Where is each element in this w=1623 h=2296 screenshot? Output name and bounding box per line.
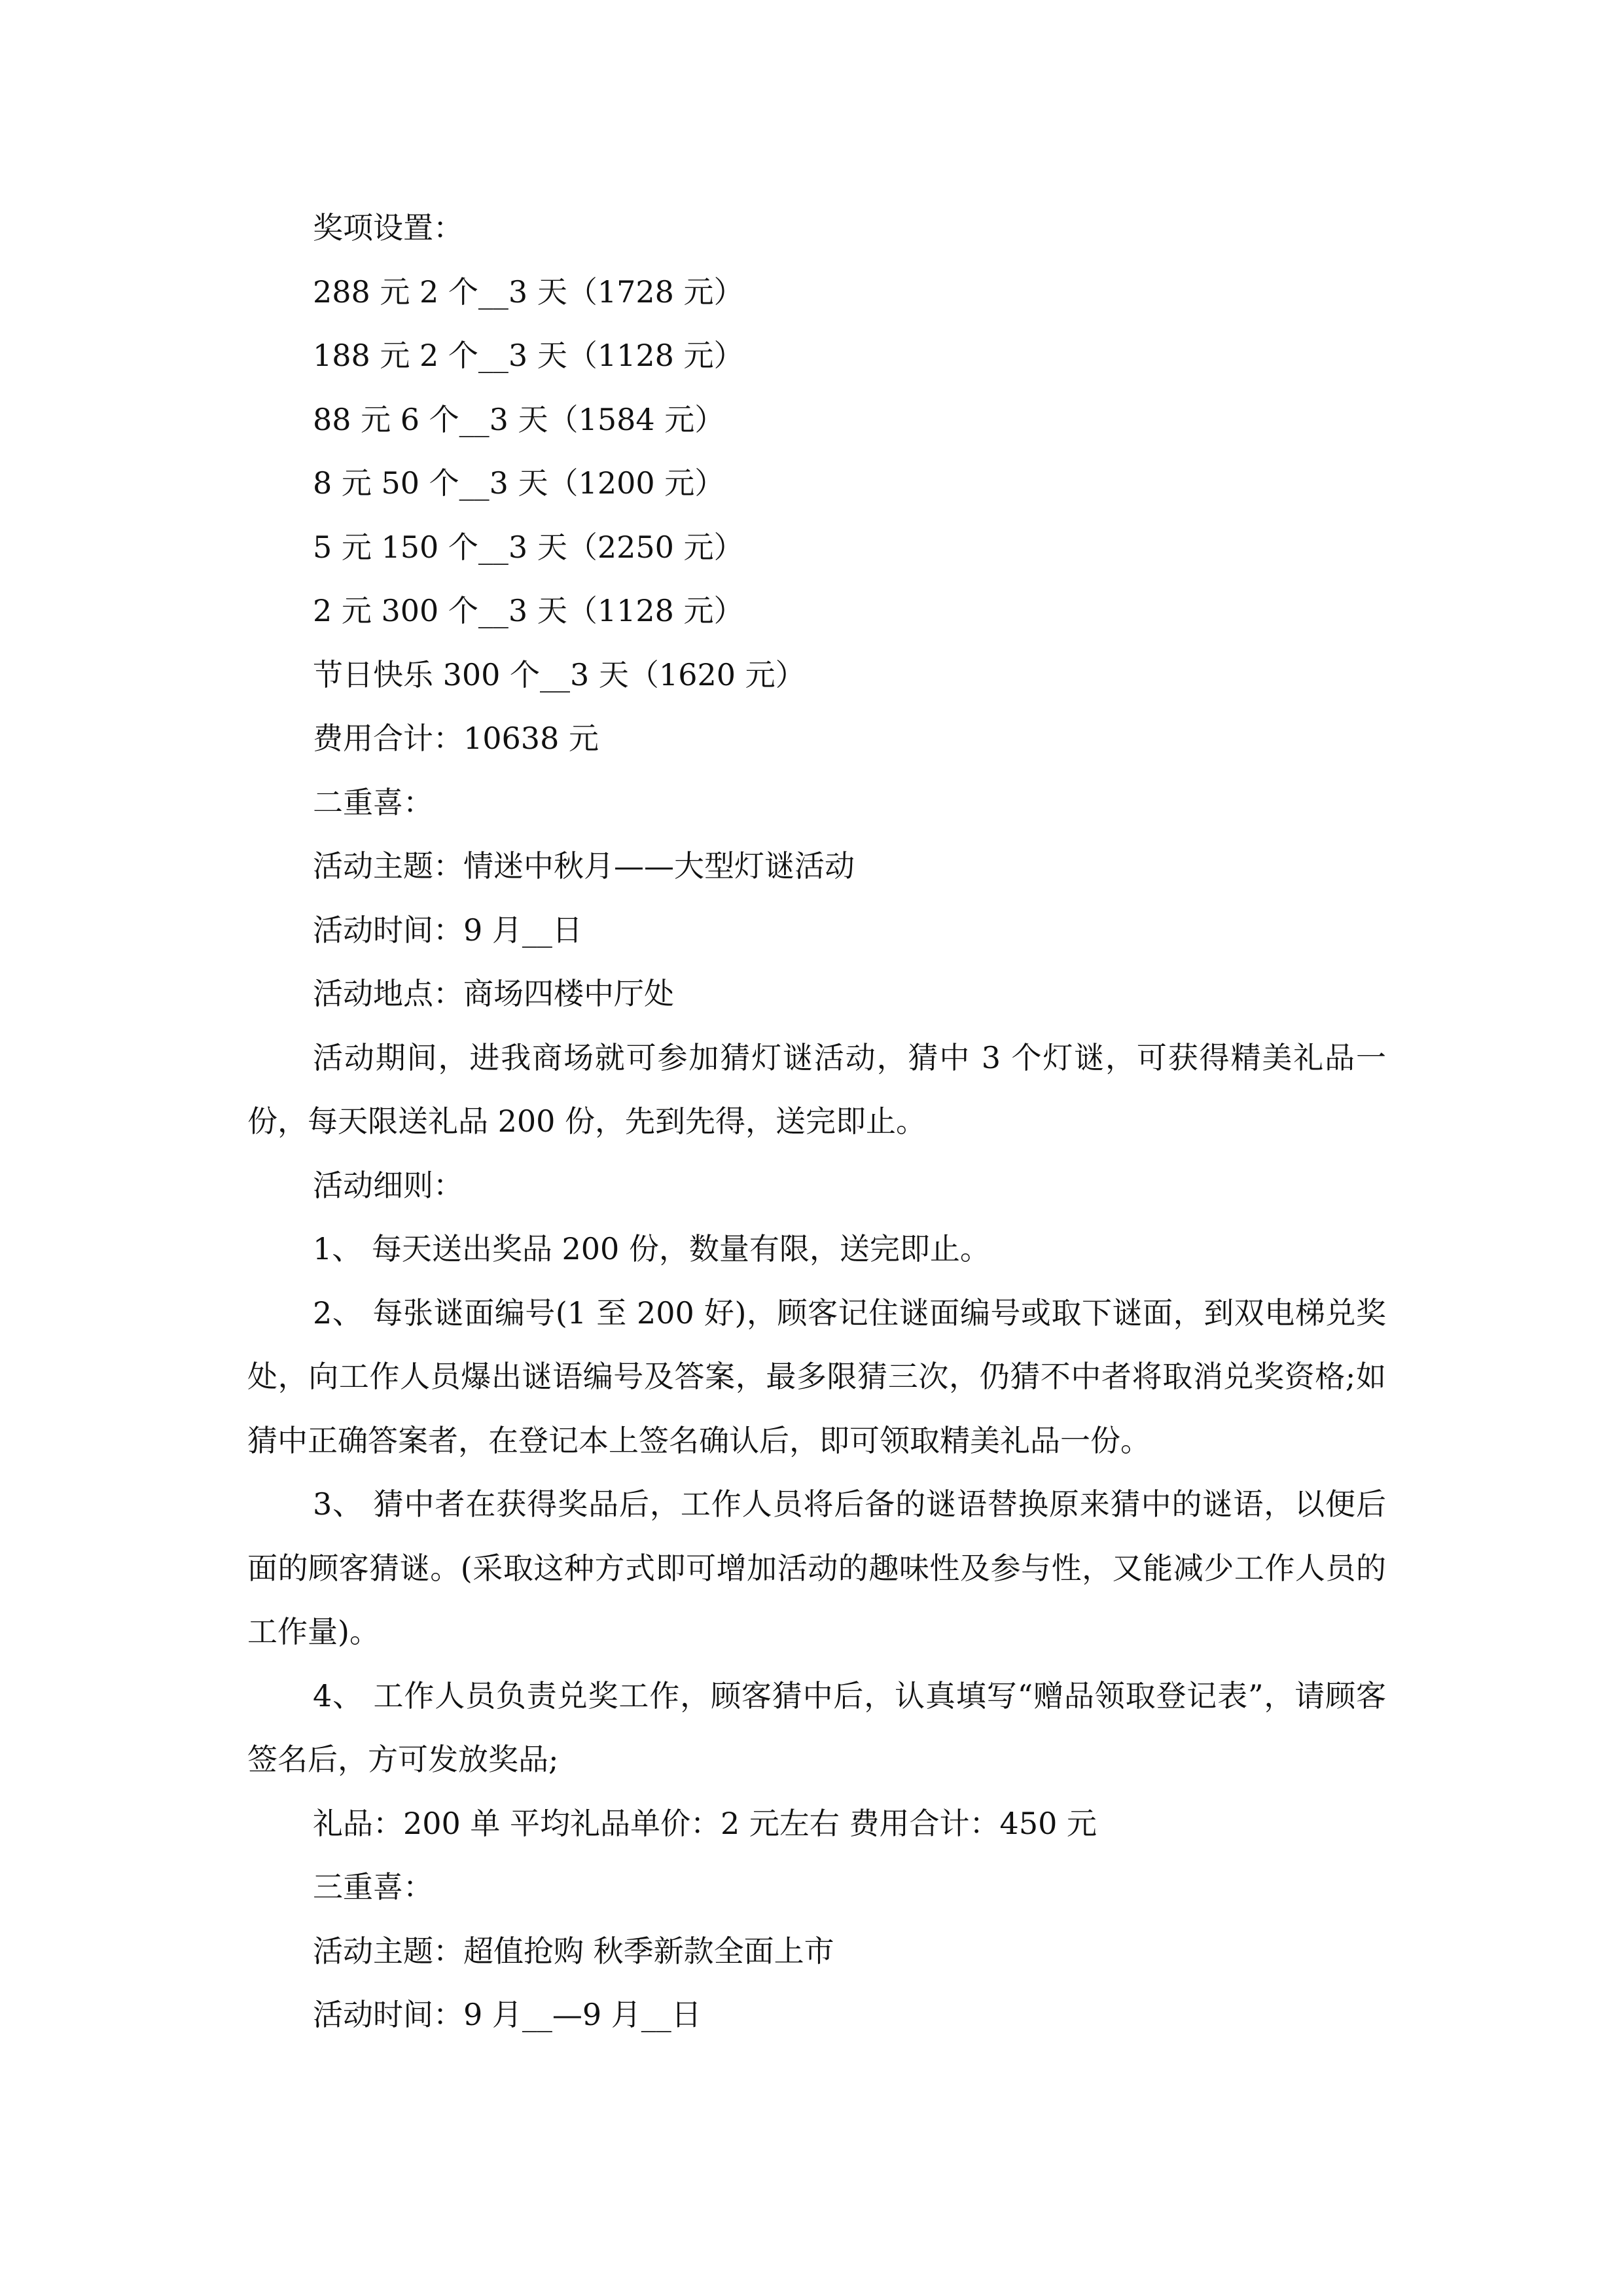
second-event-heading: 二重喜： (313, 784, 433, 820)
prize-item: 188 元 2 个__3 天（1128 元） (313, 338, 744, 373)
prize-item: 8 元 50 个__3 天（1200 元） (313, 465, 725, 501)
rule-item: 2、 每张谜面编号(1 至 200 好)，顾客记住谜面编号或取下谜面，到双电梯兑奖处，向工作人员爆出谜语编号及答案，最多限猜三次，仍猜不中者将取消兑奖资格;如猜中正确答案者，在登记本上签名确认后，即可领取精美礼品一份。 (247, 1295, 1386, 1458)
gift-cost-line: 礼品：200 单 平均礼品单价：2 元左右 费用合计：450 元 (313, 1805, 1097, 1841)
prize-item: 288 元 2 个__3 天（1728 元） (313, 274, 744, 310)
rule-item: 4、 工作人员负责兑奖工作，顾客猜中后，认真填写“赠品领取登记表”，请顾客签名后，方可发放奖品; (247, 1677, 1386, 1777)
prize-item: 5 元 150 个__3 天（2250 元） (313, 529, 744, 565)
third-event-heading: 三重喜： (313, 1869, 433, 1905)
prize-item: 2 元 300 个__3 天（1128 元） (313, 593, 744, 628)
document-body (247, 196, 1386, 2047)
third-event-time: 活动时间：9 月__—9 月__日 (313, 1997, 702, 2032)
second-event-time: 活动时间：9 月__日 (313, 912, 582, 948)
second-event-theme: 活动主题：情迷中秋月——大型灯谜活动 (313, 848, 855, 884)
third-event-theme: 活动主题：超值抢购 秋季新款全面上市 (313, 1933, 834, 1969)
second-event-place: 活动地点：商场四楼中厅处 (313, 976, 674, 1011)
prize-section-heading: 奖项设置： (313, 210, 463, 245)
prize-item: 88 元 6 个__3 天（1584 元） (313, 401, 725, 437)
rules-heading: 活动细则： (313, 1167, 463, 1203)
prize-item: 节日快乐 300 个__3 天（1620 元） (313, 656, 806, 692)
rule-item: 3、 猜中者在获得奖品后，工作人员将后备的谜语替换原来猜中的谜语，以便后面的顾客猜谜。(采取这种方式即可增加活动的趣味性及参与性，又能减少工作人员的工作量)。 (247, 1486, 1386, 1649)
rule-item: 1、 每天送出奖品 200 份，数量有限，送完即止。 (313, 1231, 990, 1266)
prize-total: 费用合计：10638 元 (313, 721, 599, 756)
second-event-intro: 活动期间，进我商场就可参加猜灯谜活动，猜中 3 个灯谜，可获得精美礼品一份，每天限送礼品 200 份，先到先得，送完即止。 (247, 1039, 1386, 1139)
